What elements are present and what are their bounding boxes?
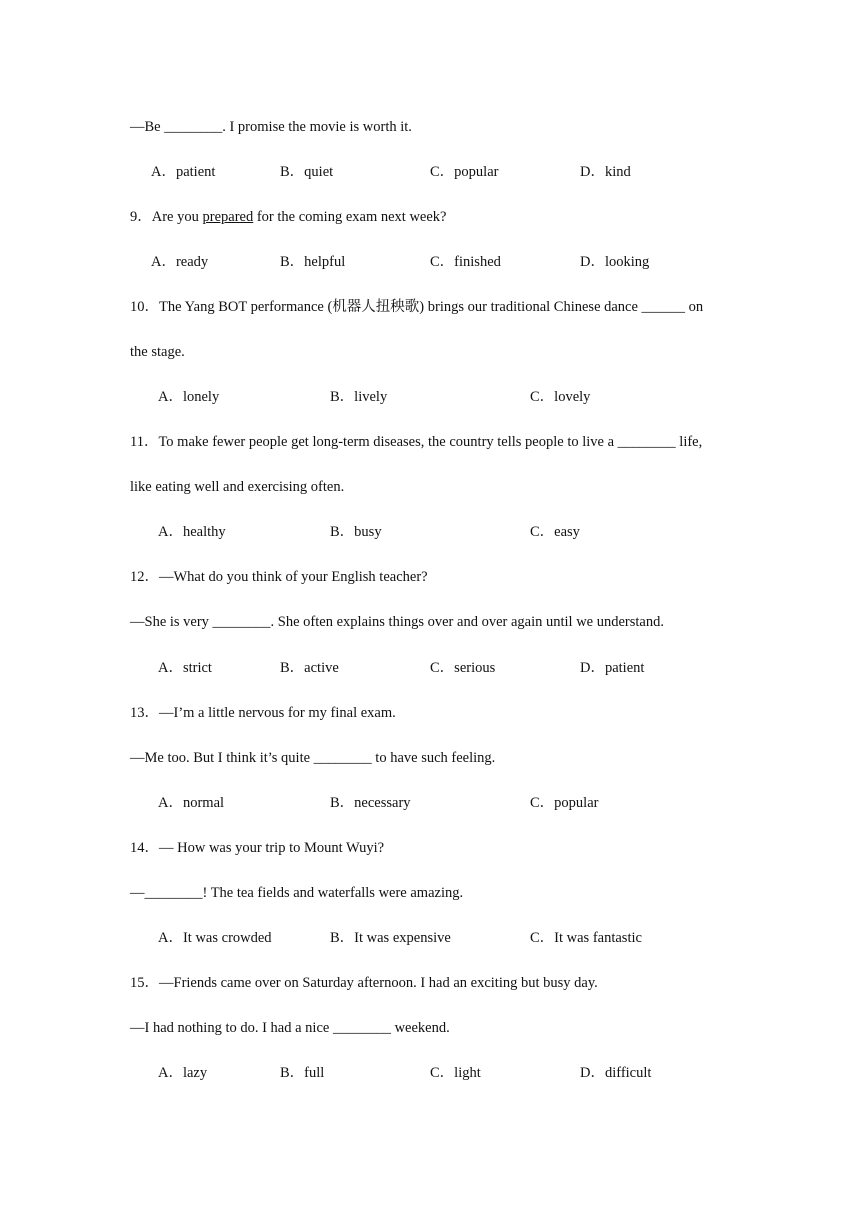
q12-option-c: C．serious (430, 660, 496, 676)
q15-option-a: A．lazy (158, 1065, 208, 1081)
q12-line-1: 12．—What do you think of your English teacher? (130, 569, 428, 585)
q12-options (0, 658, 860, 678)
q8-option-b: B．quiet (280, 164, 334, 180)
q13-option-b: B．necessary (330, 795, 411, 811)
q15-option-b: B．full (280, 1065, 325, 1081)
q15-options (0, 1063, 860, 1083)
q13-option-a: A．normal (158, 795, 225, 811)
q15-option-d: D．difficult (580, 1065, 652, 1081)
q10-line-2: the stage. (130, 344, 185, 360)
q9-option-b: B．helpful (280, 254, 346, 270)
q12-option-d: D．patient (580, 660, 645, 676)
q10-option-c: C．lovely (530, 389, 591, 405)
q9-stem-pre: Are you (151, 209, 203, 225)
q11-line-1: 11．To make fewer people get long-term diseases, the country tells people to live a ________ life, (130, 434, 703, 450)
q13-option-c: C．popular (530, 795, 599, 811)
q10-option-a: A．lonely (158, 389, 220, 405)
q13-line-1: 13．—I’m a little nervous for my final exam. (130, 705, 396, 721)
q9-option-c: C．finished (430, 254, 501, 270)
q11-line-2: like eating well and exercising often. (130, 479, 345, 495)
q15-option-c: C．light (430, 1065, 481, 1081)
q8-option-a: A．patient (151, 164, 216, 180)
q12-line-2: —She is very ________. She often explains things over and over again until we understand. (130, 614, 664, 630)
q14-option-c: C．It was fantastic (530, 930, 642, 946)
q12-option-a: A．strict (158, 660, 212, 676)
q14-line-2: —________! The tea fields and waterfalls were amazing. (130, 885, 464, 901)
q11-option-b: B．busy (330, 524, 382, 540)
q11-option-c: C．easy (530, 524, 580, 540)
q14-option-b: B．It was expensive (330, 930, 451, 946)
q9-stem-post: for the coming exam next week? (253, 209, 447, 225)
q15-line-2: —I had nothing to do. I had a nice ________ weekend. (130, 1020, 450, 1036)
q8-options (0, 162, 860, 182)
q9-stem (130, 207, 446, 227)
q13-options (0, 793, 860, 813)
q8-option-d: D．kind (580, 164, 631, 180)
q12-option-b: B．active (280, 660, 339, 676)
q9-option-d: D．looking (580, 254, 650, 270)
q8-option-c: C．popular (430, 164, 499, 180)
q9-number: 9． (130, 209, 152, 225)
q15-line-1: 15．—Friends came over on Saturday afternoon. I had an exciting but busy day. (130, 975, 598, 991)
q14-options (0, 928, 860, 948)
q9-option-a: A．ready (151, 254, 209, 270)
q10-option-b: B．lively (330, 389, 388, 405)
q9-options (0, 252, 860, 272)
q10-line-1: 10．The Yang BOT performance (机器人扭秧歌) brings our traditional Chinese dance ______ on (130, 299, 704, 315)
q11-option-a: A．healthy (158, 524, 226, 540)
q14-option-a: A．It was crowded (158, 930, 272, 946)
q13-line-2: —Me too. But I think it’s quite ________ to have such feeling. (130, 750, 496, 766)
q14-line-1: 14．— How was your trip to Mount Wuyi? (130, 840, 385, 856)
q9-underlined-word: prepared (202, 209, 254, 225)
q10-options (0, 387, 860, 407)
q8-line-1: —Be ________. I promise the movie is worth it. (130, 119, 412, 135)
q11-options (0, 522, 860, 542)
